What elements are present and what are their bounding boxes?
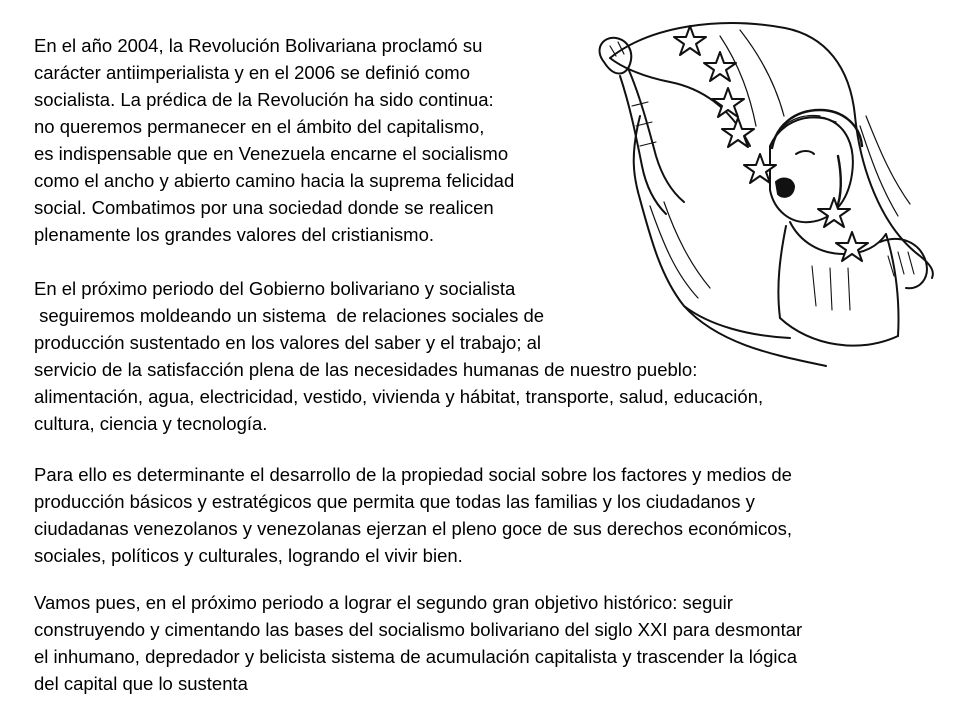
- coat-collar: [790, 222, 886, 254]
- text-line: En el año 2004, la Revolución Bolivariana proclamó su: [34, 35, 483, 56]
- text-line: En el próximo periodo del Gobierno bolivariano y socialista: [34, 278, 516, 299]
- flag-star-icon: [674, 26, 706, 55]
- text-line: plenamente los grandes valores del cristianismo.: [34, 224, 435, 245]
- paragraph-social-property: [34, 461, 792, 569]
- text-line: ciudadanas venezolanos y venezolanas ejerzan el pleno goce de sus derechos económicos,: [34, 518, 792, 539]
- text-line: como el ancho y abierto camino hacia la suprema felicidad: [34, 170, 515, 191]
- text-line: socialista. La prédica de la Revolución ha sido continua:: [34, 89, 494, 110]
- flag-star-icon: [704, 52, 736, 81]
- text-line: Vamos pues, en el próximo periodo a lograr el segundo gran objetivo histórico: seguir: [34, 592, 733, 613]
- sideburn: [836, 156, 841, 210]
- text-line: producción básicos y estratégicos que permita que todas las familias y los ciudadanos y: [34, 491, 755, 512]
- paragraph-next-period: [34, 275, 763, 437]
- text-line: no queremos permanecer en el ámbito del capitalismo,: [34, 116, 485, 137]
- text-line: alimentación, agua, electricidad, vestido, vivienda y hábitat, transporte, salud, educación,: [34, 386, 764, 407]
- text-line: es indispensable que en Venezuela encarne el socialismo: [34, 143, 509, 164]
- text-line: social. Combatimos por una sociedad donde se realicen: [34, 197, 494, 218]
- text-line: construyendo y cimentando las bases del socialismo bolivariano del siglo XXI para desmontar: [34, 619, 803, 640]
- text-line: seguiremos moldeando un sistema de relaciones sociales de: [34, 305, 545, 326]
- flag-star-icon: [744, 154, 776, 183]
- text-line: el inhumano, depredador y belicista sistema de acumulación capitalista y trascender la lógica: [34, 646, 798, 667]
- text-line: servicio de la satisfacción plena de las necesidades humanas de nuestro pueblo:: [34, 359, 698, 380]
- text-line: producción sustentado en los valores del saber y el trabajo; al: [34, 332, 541, 353]
- text-line: sociales, políticos y culturales, logrando el vivir bien.: [34, 545, 463, 566]
- text-line: carácter antiimperialista y en el 2006 se definió como: [34, 62, 471, 83]
- eye: [796, 151, 814, 154]
- paragraph-revolution: [34, 32, 514, 248]
- text-line: del capital que lo sustenta: [34, 673, 248, 694]
- epaulette: [880, 239, 927, 288]
- text-line: cultura, ciencia y tecnología.: [34, 413, 268, 434]
- open-mouth: [776, 179, 794, 197]
- paragraph-historic-objective: [34, 589, 802, 697]
- flag-star-icon: [818, 198, 850, 227]
- text-line: Para ello es determinante el desarrollo de la propiedad social sobre los factores y medios de: [34, 464, 792, 485]
- flag-star-icon: [836, 232, 868, 261]
